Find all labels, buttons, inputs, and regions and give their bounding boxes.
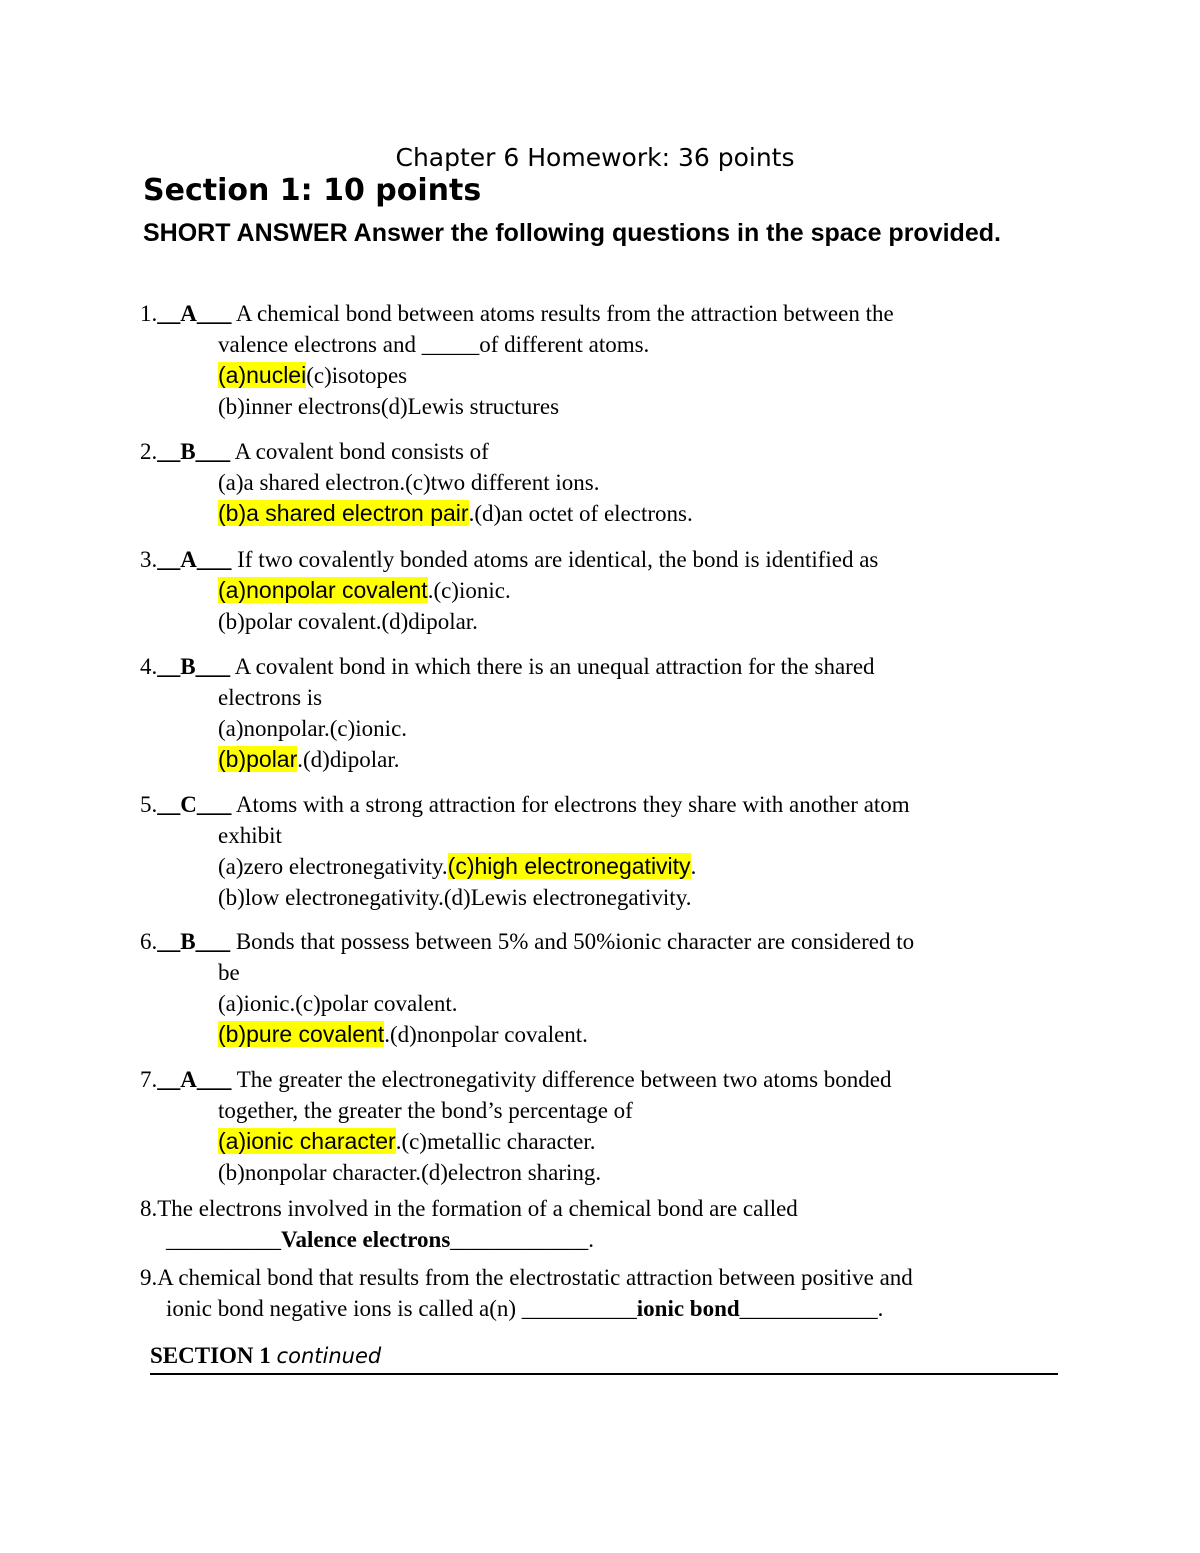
blank: ___: [195, 929, 231, 954]
option-a: (a)ionic.: [218, 991, 296, 1016]
options-row: [140, 467, 1060, 498]
option-a-highlighted: (a)nuclei: [218, 362, 307, 388]
options-row: [140, 744, 1060, 775]
question-number: 5.: [140, 792, 158, 817]
blank: ____________.: [450, 1227, 595, 1252]
option-a-highlighted: (a)ionic character: [218, 1128, 396, 1154]
blank: ___: [196, 547, 232, 572]
footer-label: SECTION 1: [150, 1343, 271, 1368]
option-c-highlighted: (c)high electronegativity: [447, 853, 691, 879]
question-number: 3.: [140, 547, 158, 572]
option-c: (c)isotopes: [306, 363, 408, 388]
option-c: (c)metallic character.: [401, 1129, 596, 1154]
answer: B: [180, 654, 196, 679]
question-number: 4.: [140, 654, 158, 679]
options-row: [140, 1126, 1060, 1157]
stem-text: A chemical bond between atoms results from the attraction between the: [231, 301, 894, 326]
option-d: (d)dipolar.: [381, 609, 478, 634]
option-d: (d)nonpolar covalent.: [389, 1022, 588, 1047]
option-c: (c)two different ions.: [405, 470, 600, 495]
answer: ionic bond: [636, 1296, 740, 1321]
question-4: [140, 651, 1060, 775]
option-b-highlighted: (b)pure covalent: [218, 1021, 385, 1047]
option-a: (a)zero electronegativity.: [218, 854, 448, 879]
option-b-highlighted: (b)a shared electron pair: [218, 500, 469, 526]
options-row: [140, 988, 1060, 1019]
option-c: (c)ionic.: [433, 578, 511, 603]
answer: A: [180, 547, 197, 572]
punctuation: .: [384, 1022, 390, 1047]
question-stem: [140, 651, 1060, 682]
stem-continuation: valence electrons and _____of different atoms.: [218, 332, 650, 357]
stem-text: A covalent bond consists of: [230, 439, 489, 464]
options-row: [140, 713, 1060, 744]
options-row: [140, 606, 1060, 637]
options-row: [140, 1157, 1060, 1188]
question-2: [140, 436, 1060, 529]
punctuation: .: [427, 578, 434, 603]
options-row: [140, 391, 1060, 422]
punctuation: .: [468, 501, 475, 526]
option-a-highlighted: (a)nonpolar covalent: [218, 577, 428, 603]
question-stem: 8.The electrons involved in the formation of a chemical bond are called: [140, 1196, 798, 1221]
option-d: (d)an octet of electrons.: [474, 501, 693, 526]
options-row: [140, 575, 1060, 606]
section-heading: Section 1: 10 points: [143, 173, 482, 208]
instructions: SHORT ANSWER Answer the following questions in the space provided.: [143, 219, 1001, 247]
options-row: [140, 851, 1060, 882]
blank: ___: [196, 1067, 232, 1092]
blank: __: [157, 654, 181, 679]
question-5: [140, 789, 1060, 913]
blank: __: [157, 929, 181, 954]
question-8: [140, 1193, 1060, 1255]
answer: B: [180, 929, 196, 954]
option-b: (b)polar covalent.: [218, 609, 382, 634]
stem-text: ionic bond negative ions is called a(n) __________: [166, 1296, 637, 1321]
question-1: [140, 298, 1060, 422]
option-c: (c)ionic.: [329, 716, 408, 741]
question-3: [140, 544, 1060, 637]
question-stem: [140, 1064, 1060, 1095]
option-b-highlighted: (b)polar: [218, 746, 298, 772]
answer: B: [180, 439, 196, 464]
option-d: (d)electron sharing.: [421, 1160, 602, 1185]
stem-text: A covalent bond in which there is an unequal attraction for the shared: [230, 654, 875, 679]
document-title: Chapter 6 Homework: 36 points: [395, 143, 795, 172]
option-b: (b)nonpolar character.: [218, 1160, 422, 1185]
stem-text: Bonds that possess between 5% and 50%ionic character are considered to: [230, 929, 915, 954]
question-stem: [140, 926, 1060, 957]
stem-text: If two covalently bonded atoms are identical, the bond is identified as: [231, 547, 879, 572]
section-footer: [150, 1341, 1058, 1375]
blank: __: [157, 439, 181, 464]
question-number: 1.: [140, 301, 158, 326]
options-row: [140, 498, 1060, 529]
stem-text: The greater the electronegativity difference between two atoms bonded: [231, 1067, 892, 1092]
blank: ____________.: [739, 1296, 884, 1321]
option-d: (d)Lewis electronegativity.: [443, 885, 692, 910]
options-row: [140, 1019, 1060, 1050]
question-stem: [140, 298, 1060, 329]
question-6: [140, 926, 1060, 1050]
fill-in-answer-line: [140, 1293, 1060, 1324]
answer: A: [180, 1067, 197, 1092]
question-number: 2.: [140, 439, 158, 464]
punctuation: .: [297, 747, 304, 772]
blank: __: [157, 792, 181, 817]
option-c: (c)polar covalent.: [295, 991, 458, 1016]
stem-continuation: exhibit: [218, 823, 282, 848]
stem-continuation: be: [218, 960, 240, 985]
blank: ___: [195, 654, 231, 679]
answer: C: [180, 792, 197, 817]
question-stem: [140, 544, 1060, 575]
blank: ___: [195, 439, 231, 464]
blank: ___: [196, 301, 232, 326]
stem-continuation: together, the greater the bond’s percentage of: [218, 1098, 633, 1123]
question-7: [140, 1064, 1060, 1188]
blank: __________: [166, 1227, 281, 1252]
option-b: (b)low electronegativity.: [218, 885, 444, 910]
options-row: [140, 882, 1060, 913]
blank: __: [157, 1067, 181, 1092]
option-d: (d)dipolar.: [303, 747, 400, 772]
blank: __: [157, 547, 181, 572]
question-9: [140, 1262, 1060, 1324]
option-a: (a)nonpolar.: [218, 716, 330, 741]
stem-text: Atoms with a strong attraction for electrons they share with another atom: [231, 792, 910, 817]
question-stem: [140, 436, 1060, 467]
answer: A: [180, 301, 197, 326]
question-stem: [140, 789, 1060, 820]
blank: ___: [196, 792, 232, 817]
footer-suffix: continued: [276, 1344, 382, 1368]
option-b: (b)inner electrons: [218, 394, 381, 419]
punctuation: .: [395, 1129, 402, 1154]
blank: __: [157, 301, 181, 326]
question-stem: 9.A chemical bond that results from the electrostatic attraction between positive and: [140, 1265, 913, 1290]
options-row: [140, 360, 1060, 391]
question-number: 7.: [140, 1067, 158, 1092]
option-a: (a)a shared electron.: [218, 470, 406, 495]
stem-continuation: electrons is: [218, 685, 323, 710]
answer: Valence electrons: [281, 1227, 451, 1252]
question-number: 6.: [140, 929, 158, 954]
option-d: (d)Lewis structures: [380, 394, 560, 419]
punctuation: .: [690, 854, 697, 879]
fill-in-answer-line: [140, 1224, 1060, 1255]
